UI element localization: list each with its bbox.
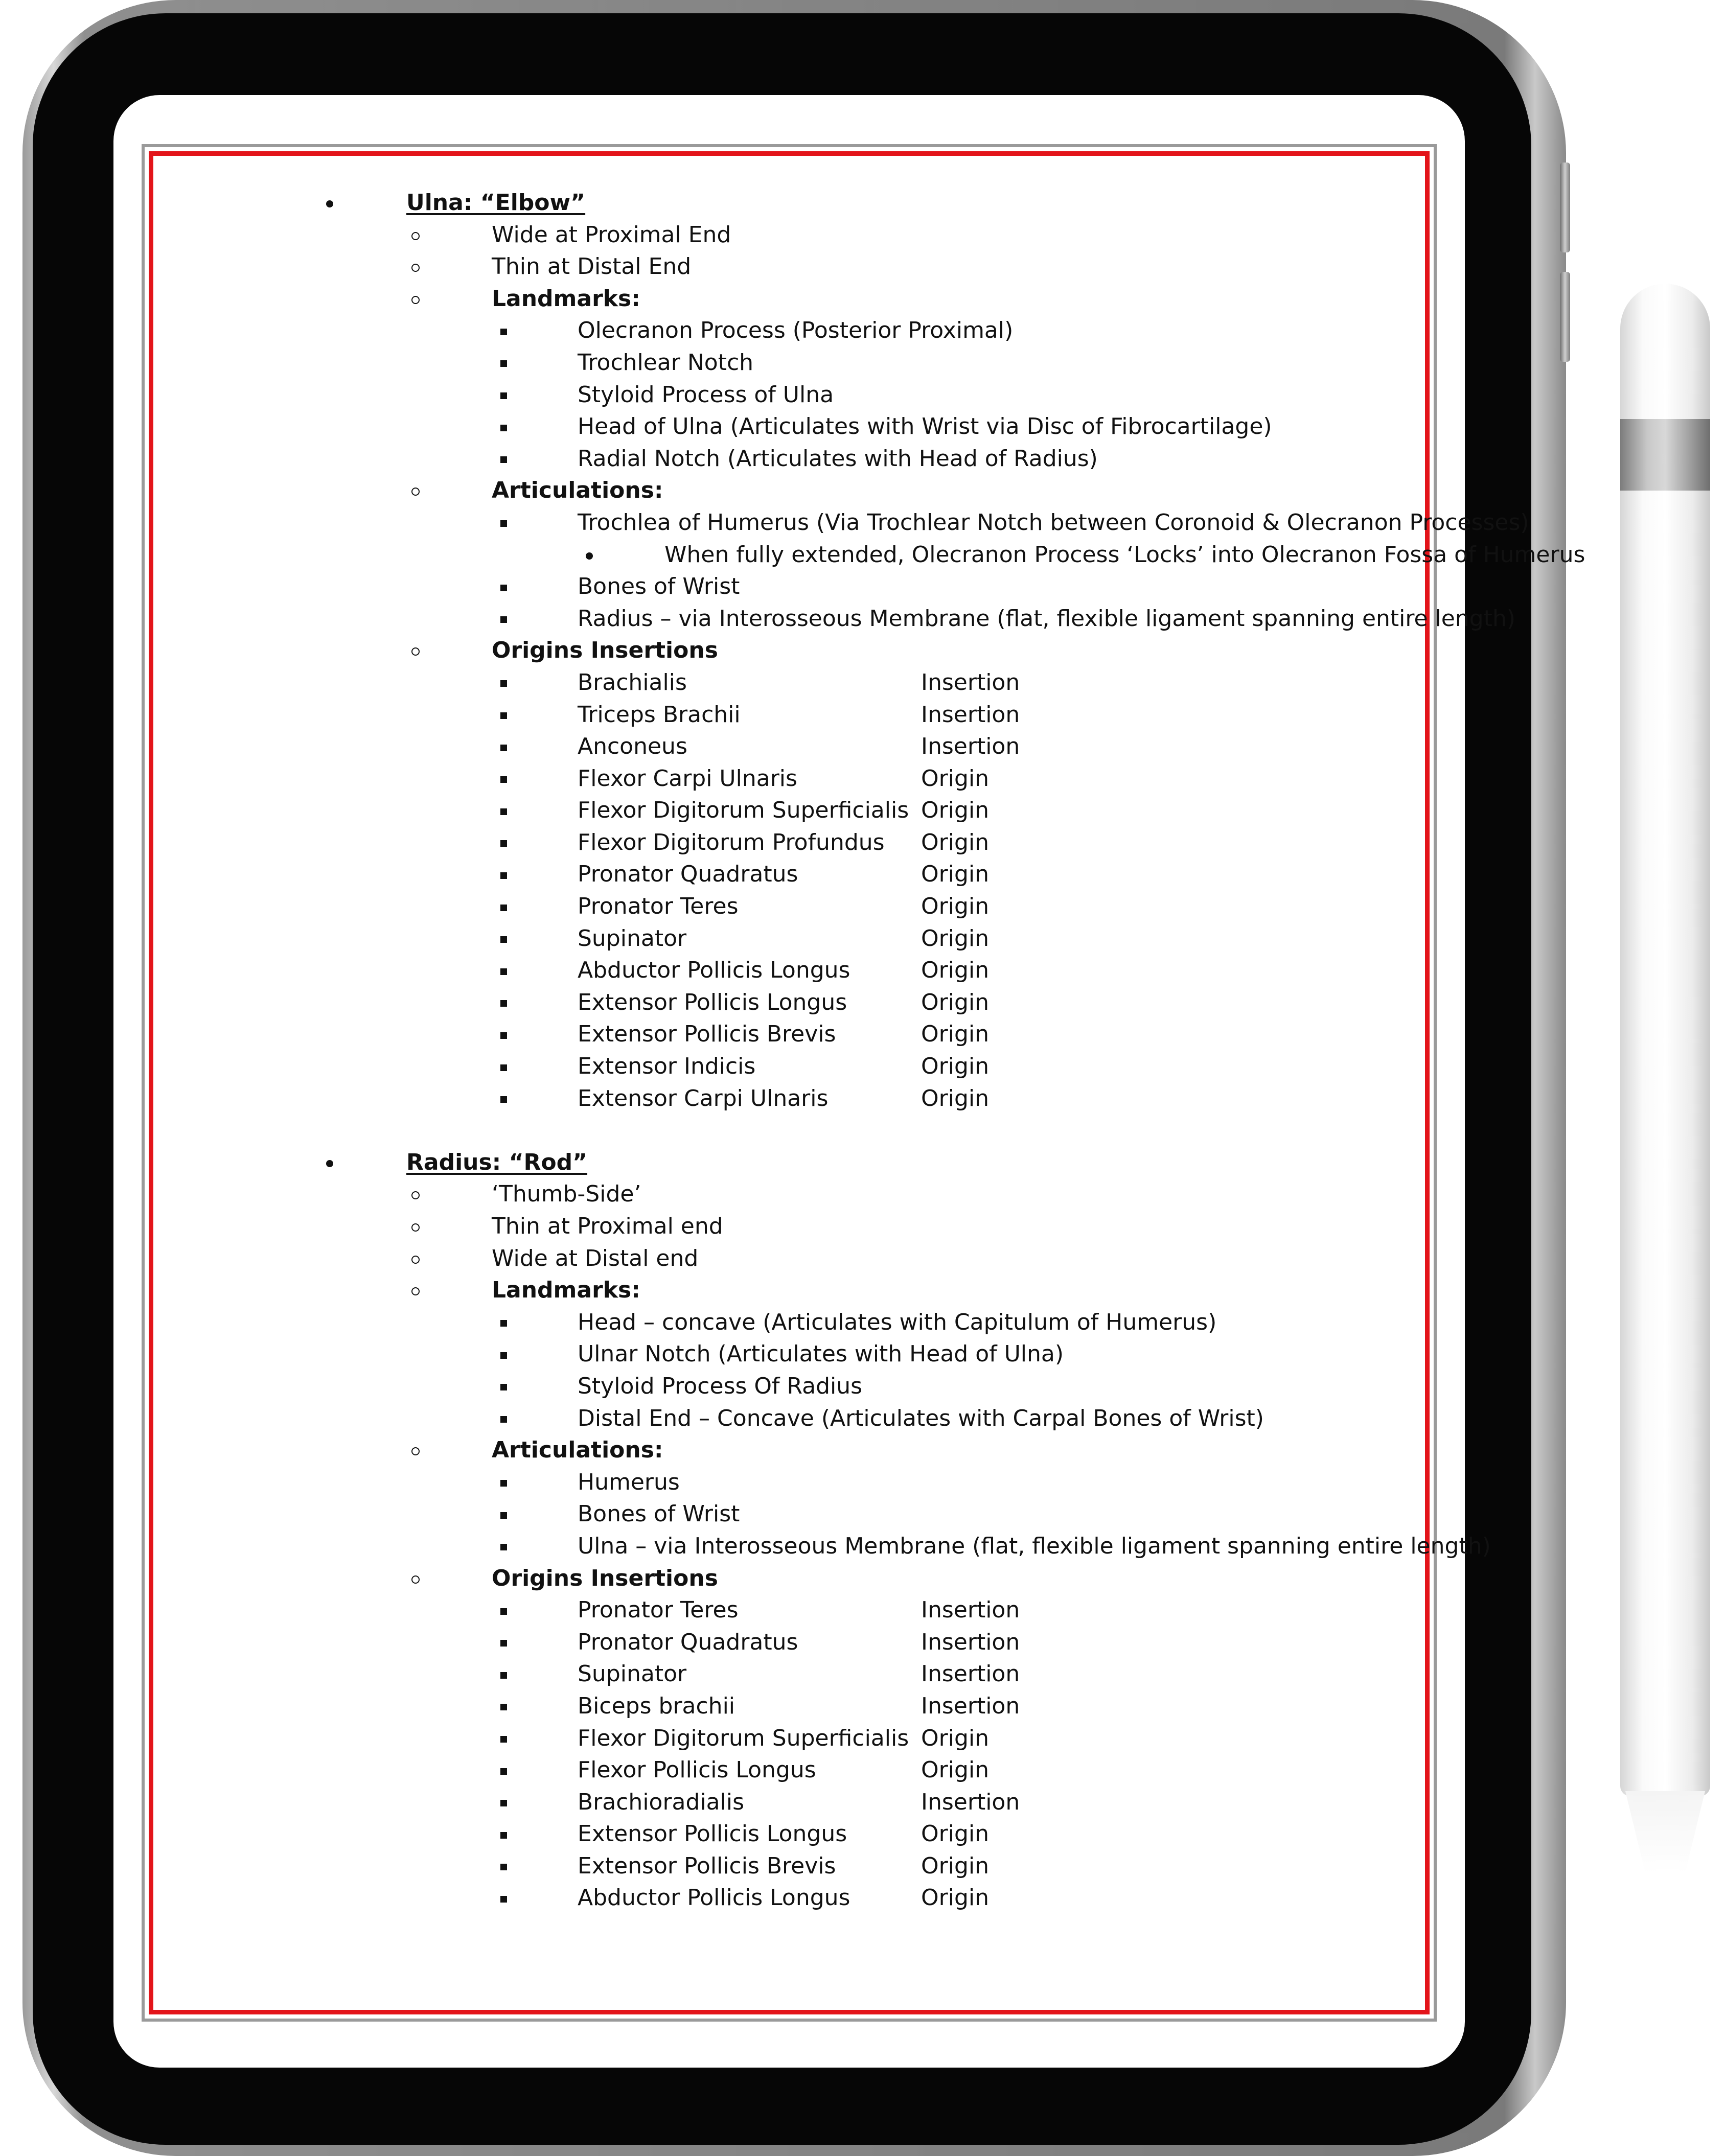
muscle-name: Extensor Pollicis Longus [578, 989, 847, 1015]
muscle-role: Origin [921, 1821, 989, 1847]
muscle-name: Triceps Brachii [578, 701, 741, 728]
disc-bullet [322, 1147, 337, 1179]
subheading: Origins Insertions [492, 1565, 718, 1591]
circle-bullet [408, 283, 423, 315]
muscle-role: Origin [921, 989, 989, 1015]
muscle-role: Origin [921, 829, 989, 855]
muscle-row [204, 1083, 1395, 1115]
document-body [204, 187, 1585, 1914]
muscle-role: Origin [921, 957, 989, 984]
tablet-screen [113, 95, 1585, 2068]
circle-bullet [408, 475, 423, 507]
muscle-list [204, 667, 1395, 1115]
muscle-name: Extensor Indicis [578, 1053, 756, 1080]
muscle-name: Extensor Pollicis Brevis [578, 1852, 836, 1879]
muscle-role: Insertion [921, 733, 1020, 760]
muscle-role: Origin [921, 1021, 989, 1048]
circle-bullet [408, 1178, 423, 1211]
muscle-name: Flexor Digitorum Superficialis [578, 1725, 909, 1751]
square-bullet [496, 827, 511, 859]
square-bullet [496, 1498, 511, 1531]
muscle-role: Origin [921, 925, 989, 952]
muscle-name: Pronator Quadratus [578, 1629, 798, 1655]
muscle-row [204, 763, 1395, 795]
square-bullet [496, 315, 511, 347]
square-bullet [496, 699, 511, 731]
muscle-role: Insertion [921, 1693, 1020, 1719]
list-item: Head of Ulna (Articulates with Wrist via Disc of Fibrocartilage) [204, 411, 1395, 443]
square-bullet [496, 795, 511, 827]
muscle-name: Brachialis [578, 669, 687, 696]
section-title: Ulna: “Elbow” [406, 190, 586, 216]
muscle-row [204, 1754, 1395, 1787]
muscle-name: Flexor Digitorum Superficialis [578, 797, 909, 824]
circle-bullet [408, 635, 423, 667]
list-item: Wide at Proximal End [204, 219, 1395, 251]
square-bullet [496, 507, 511, 539]
list-item: When fully extended, Olecranon Process ‘Locks’ into Olecranon Fossa of Humerus [204, 539, 1395, 571]
square-bullet [496, 603, 511, 635]
list-item: Thin at Proximal end [204, 1211, 1395, 1243]
list-item [204, 635, 1395, 667]
square-bullet [496, 1850, 511, 1883]
circle-bullet [408, 1434, 423, 1467]
muscle-role: Origin [921, 1725, 989, 1751]
muscle-name: Flexor Digitorum Profundus [578, 829, 885, 855]
muscle-name: Supinator [578, 925, 687, 952]
circle-bullet [408, 1243, 423, 1275]
list-item: Bones of Wrist [204, 571, 1395, 603]
list-item: Radius – via Interosseous Membrane (flat, flexible ligament spanning entire length) [204, 603, 1395, 635]
square-bullet [496, 411, 511, 443]
muscle-row [204, 1018, 1395, 1051]
muscle-role: Origin [921, 1885, 989, 1911]
muscle-row [204, 955, 1395, 987]
square-bullet [496, 1818, 511, 1850]
square-bullet [496, 1531, 511, 1563]
square-bullet [496, 987, 511, 1019]
muscle-name: Pronator Teres [578, 1597, 739, 1624]
muscle-row [204, 699, 1395, 731]
list-item [204, 475, 1395, 507]
subheading: Landmarks: [492, 285, 640, 312]
square-bullet [496, 923, 511, 955]
muscle-row [204, 1882, 1395, 1914]
square-bullet [496, 1627, 511, 1659]
disc-bullet [322, 187, 337, 219]
square-bullet [496, 347, 511, 379]
square-bullet [496, 891, 511, 923]
list-item: Wide at Distal end [204, 1243, 1395, 1275]
muscle-role: Insertion [921, 1629, 1020, 1655]
list-item: Humerus [204, 1467, 1395, 1499]
square-bullet [496, 1754, 511, 1787]
muscle-name: Pronator Quadratus [578, 861, 798, 888]
subheading: Articulations: [492, 477, 663, 504]
square-bullet [496, 1307, 511, 1339]
list-item: Distal End – Concave (Articulates with Carpal Bones of Wrist) [204, 1403, 1395, 1435]
list-item [204, 283, 1395, 315]
list-item: Styloid Process of Ulna [204, 379, 1395, 411]
list-item: Ulna – via Interosseous Membrane (flat, flexible ligament spanning entire length) [204, 1531, 1395, 1563]
section-title: Radius: “Rod” [406, 1149, 588, 1175]
muscle-row [204, 795, 1395, 827]
square-bullet [496, 443, 511, 475]
circle-bullet [408, 219, 423, 251]
muscle-row [204, 891, 1395, 923]
muscle-row [204, 667, 1395, 699]
square-bullet [496, 731, 511, 763]
muscle-name: Biceps brachii [578, 1693, 735, 1719]
list-item: Bones of Wrist [204, 1498, 1395, 1531]
muscle-row [204, 1690, 1395, 1723]
muscle-name: Supinator [578, 1661, 687, 1687]
stylus-tip [1625, 1791, 1705, 1873]
list-item [204, 1563, 1395, 1595]
muscle-row [204, 731, 1395, 763]
muscle-row [204, 1818, 1395, 1850]
square-bullet [496, 1051, 511, 1083]
muscle-row [204, 1051, 1395, 1083]
muscle-role: Insertion [921, 1661, 1020, 1687]
square-bullet [496, 1594, 511, 1627]
list-item [204, 1274, 1395, 1307]
muscle-row [204, 1787, 1395, 1819]
square-bullet [496, 1018, 511, 1051]
square-bullet [496, 571, 511, 603]
muscle-role: Insertion [921, 1789, 1020, 1815]
square-bullet [496, 1787, 511, 1819]
square-bullet [496, 1658, 511, 1690]
square-bullet [496, 379, 511, 411]
list-item: Ulnar Notch (Articulates with Head of Ulna) [204, 1338, 1395, 1371]
section-heading [204, 1147, 1395, 1179]
circle-bullet [408, 251, 423, 283]
subheading: Articulations: [492, 1437, 663, 1464]
muscle-role: Insertion [921, 701, 1020, 728]
muscle-role: Origin [921, 893, 989, 920]
top-side-button [1560, 163, 1570, 252]
muscle-list [204, 1594, 1395, 1914]
subheading: Origins Insertions [492, 637, 718, 664]
muscle-name: Abductor Pollicis Longus [578, 957, 850, 984]
disc-bullet [582, 539, 597, 571]
subheading: Landmarks: [492, 1277, 640, 1304]
list-item: Olecranon Process (Posterior Proximal) [204, 315, 1395, 347]
stylus-band [1620, 419, 1710, 491]
muscle-row [204, 1594, 1395, 1627]
section-heading [204, 187, 1395, 219]
square-bullet [496, 1467, 511, 1499]
muscle-row [204, 1723, 1395, 1755]
muscle-role: Origin [921, 1085, 989, 1111]
square-bullet [496, 1882, 511, 1914]
muscle-role: Origin [921, 765, 989, 792]
list-item: ‘Thumb-Side’ [204, 1178, 1395, 1211]
square-bullet [496, 763, 511, 795]
muscle-name: Extensor Pollicis Brevis [578, 1021, 836, 1048]
muscle-row [204, 1627, 1395, 1659]
muscle-row [204, 1658, 1395, 1690]
square-bullet [496, 1083, 511, 1115]
list-item: Styloid Process Of Radius [204, 1371, 1395, 1403]
square-bullet [496, 1723, 511, 1755]
square-bullet [496, 955, 511, 987]
muscle-name: Extensor Pollicis Longus [578, 1821, 847, 1847]
muscle-name: Brachioradialis [578, 1789, 745, 1815]
muscle-row [204, 827, 1395, 859]
square-bullet [496, 1338, 511, 1371]
muscle-role: Origin [921, 1852, 989, 1879]
muscle-role: Origin [921, 1053, 989, 1080]
muscle-row [204, 987, 1395, 1019]
square-bullet [496, 667, 511, 699]
muscle-role: Insertion [921, 669, 1020, 696]
stylus-pencil [1620, 284, 1710, 1796]
list-item: Radial Notch (Articulates with Head of Radius) [204, 443, 1395, 475]
list-item: Thin at Distal End [204, 251, 1395, 283]
muscle-name: Extensor Carpi Ulnaris [578, 1085, 829, 1111]
muscle-name: Flexor Carpi Ulnaris [578, 765, 797, 792]
list-item: Trochlea of Humerus (Via Trochlear Notch between Coronoid & Olecranon Processes) [204, 507, 1395, 539]
list-item: Head – concave (Articulates with Capitulum of Humerus) [204, 1307, 1395, 1339]
square-bullet [496, 1403, 511, 1435]
circle-bullet [408, 1274, 423, 1307]
square-bullet [496, 1690, 511, 1723]
muscle-role: Origin [921, 861, 989, 888]
muscle-role: Origin [921, 1757, 989, 1783]
muscle-role: Origin [921, 797, 989, 824]
list-item [204, 1434, 1395, 1467]
circle-bullet [408, 1211, 423, 1243]
muscle-name: Abductor Pollicis Longus [578, 1885, 850, 1911]
circle-bullet [408, 1563, 423, 1595]
square-bullet [496, 859, 511, 891]
square-bullet [496, 1371, 511, 1403]
muscle-name: Pronator Teres [578, 893, 739, 920]
volume-side-button [1560, 272, 1570, 362]
muscle-row [204, 859, 1395, 891]
list-item: Trochlear Notch [204, 347, 1395, 379]
muscle-role: Insertion [921, 1597, 1020, 1624]
muscle-name: Flexor Pollicis Longus [578, 1757, 816, 1783]
muscle-row [204, 1850, 1395, 1883]
muscle-row [204, 923, 1395, 955]
spacer [204, 1115, 1395, 1147]
muscle-name: Anconeus [578, 733, 687, 760]
